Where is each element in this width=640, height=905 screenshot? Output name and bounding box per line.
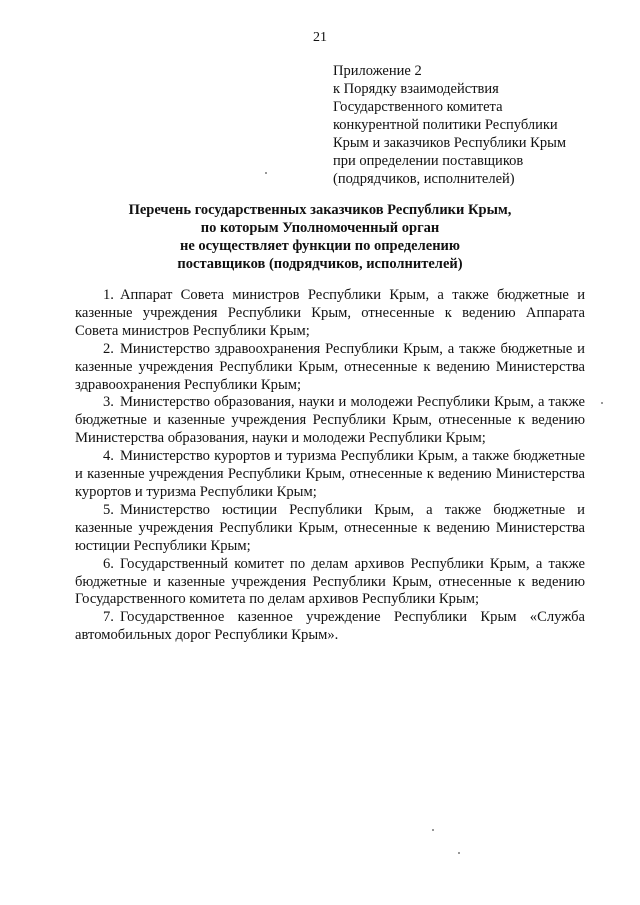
item-text: Государственный комитет по делам архивов Республики Крым, а также бюджетные и казенные учреждения Республики Крым, отнесенные к ведению Государственного комитета по делам архивов Республики Крым; [75,555,585,608]
item-text: Аппарат Совета министров Республики Крым, а также бюджетные и казенные учреждения Республики Крым, отнесенные к ведению Аппарата Совета министров Республики Крым; [75,287,585,339]
item-number: 4. [103,448,114,465]
page-number: 21 [313,30,327,45]
list-item [75,556,585,610]
scan-speck [265,172,267,174]
scan-speck [432,829,434,831]
item-text: Государственное казенное учреждение Республики Крым «Служба автомобильных дорог Республики Крым». [75,609,585,644]
item-number: 3. [103,394,114,411]
list-item [75,394,585,448]
item-text: Министерство курортов и туризма Республики Крым, а также бюджетные и казенные учреждения Республики Крым, отнесенные к ведению Министерства курортов и туризма Республики Крым; [75,448,585,500]
list-item [75,287,585,341]
item-text: Министерство юстиции Республики Крым, а также бюджетные и казенные учреждения Республики Крым, отнесенные к ведению Министерства юстиции Республики Крым; [75,501,585,554]
item-number: 7. [103,609,114,626]
item-number: 1. [103,287,114,303]
list-item [75,341,585,395]
appendix-line: (подрядчиков, исполнителей) [333,171,515,187]
item-number: 5. [103,501,114,518]
appendix-line: к Порядку взаимодействия [333,81,499,97]
item-number: 2. [103,340,114,357]
list-item [75,502,585,556]
title-line: Перечень государственных заказчиков Республики Крым, [128,202,512,218]
appendix-line: Государственного комитета [333,99,503,115]
scan-speck [458,852,460,854]
title-line: поставщиков (подрядчиков, исполнителей) [177,256,463,272]
scan-speck [601,402,603,404]
title-line: не осуществляет функции по определению [180,238,460,254]
appendix-line: Приложение 2 [333,63,422,79]
appendix-line: Крым и заказчиков Республики Крым [333,135,566,151]
list-item [75,609,585,645]
appendix-line: конкурентной политики Республики [333,117,558,133]
list-item [75,448,585,502]
item-number: 6. [103,555,114,572]
appendix-line: при определении поставщиков [333,153,524,169]
title-line: по которым Уполномоченный орган [200,220,440,236]
document-title [0,201,640,273]
item-text: Министерство образования, науки и молодежи Республики Крым, а также бюджетные и казенные учреждения Республики Крым, отнесенные к ведению Министерства образования, науки и молодежи Республики Крым; [75,394,585,447]
customer-list [75,287,585,645]
item-text: Министерство здравоохранения Республики Крым, а также бюджетные и казенные учреждения Республики Крым, отнесенные к ведению Министерства здравоохранения Республики Крым; [75,340,585,393]
appendix-block [333,62,593,188]
